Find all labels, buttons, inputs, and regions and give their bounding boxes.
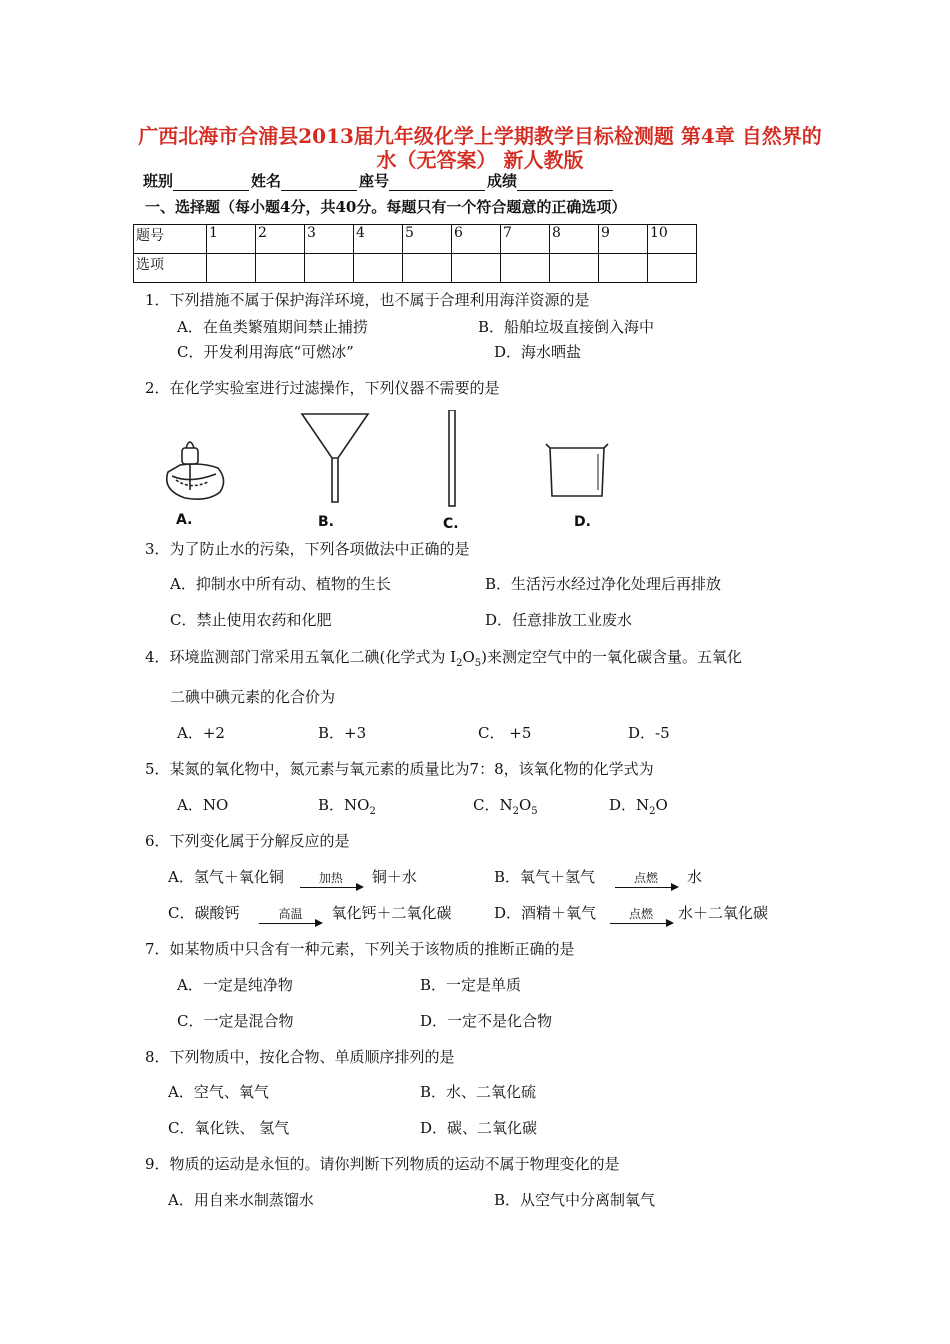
table-number-cell: 7 bbox=[501, 225, 550, 254]
q1-option-d: D．海水晒盐 bbox=[494, 343, 582, 361]
arrow-icon bbox=[610, 923, 672, 924]
image-label-d: D. bbox=[574, 514, 591, 530]
answer-cell[interactable] bbox=[207, 254, 256, 283]
q7-option-b: B．一定是单质 bbox=[420, 976, 522, 994]
q3-option-d: D．任意排放工业废水 bbox=[485, 611, 633, 629]
reaction-condition: 高温 bbox=[278, 907, 303, 921]
answer-cell[interactable] bbox=[648, 254, 697, 283]
q8-option-c: C．氧化铁、 氢气 bbox=[168, 1119, 290, 1137]
q3-option-c: C．禁止使用农药和化肥 bbox=[170, 611, 332, 629]
q6-reactants: D．酒精＋氧气 bbox=[494, 904, 597, 922]
question-4-stem bbox=[145, 646, 742, 669]
q6-reactants: B．氧气＋氢气 bbox=[494, 868, 596, 886]
q8-option-b: B．水、二氧化硫 bbox=[420, 1083, 537, 1101]
q5-subscript: 2 bbox=[369, 806, 376, 817]
answer-cell[interactable] bbox=[354, 254, 403, 283]
score-label: 成绩 bbox=[487, 172, 518, 190]
q1-option-a: A．在鱼类繁殖期间禁止捕捞 bbox=[177, 318, 368, 336]
question-9-stem: 9．物质的运动是永恒的。请你判断下列物质的运动不属于物理变化的是 bbox=[145, 1155, 620, 1173]
q6-option-d bbox=[494, 902, 768, 923]
table-number-cell: 10 bbox=[648, 225, 697, 254]
question-4-stem-line2: 二碘中碘元素的化合价为 bbox=[170, 688, 336, 706]
student-info-line bbox=[143, 170, 615, 191]
answer-cell[interactable] bbox=[305, 254, 354, 283]
seat-label: 座号 bbox=[359, 172, 390, 190]
q9-option-a: A．用自来水制蒸馏水 bbox=[168, 1191, 314, 1209]
table-number-cell: 5 bbox=[403, 225, 452, 254]
table-number-cell: 9 bbox=[599, 225, 648, 254]
q3-option-b: B．生活污水经过净化处理后再排放 bbox=[485, 575, 722, 593]
question-2-stem: 2．在化学实验室进行过滤操作，下列仪器不需要的是 bbox=[145, 379, 500, 397]
q6-products: 氧化钙＋二氧化碳 bbox=[331, 904, 452, 922]
q6-reactants: C．碳酸钙 bbox=[168, 904, 240, 922]
q5-option-c bbox=[473, 794, 538, 817]
image-label-b: B. bbox=[318, 514, 334, 530]
q5-option-d bbox=[609, 794, 668, 817]
q4-option-c: C． +5 bbox=[478, 724, 532, 742]
reaction-condition: 点燃 bbox=[634, 871, 659, 885]
answer-table-row bbox=[134, 254, 697, 283]
answer-cell[interactable] bbox=[501, 254, 550, 283]
q6-reactants: A．氢气＋氧化铜 bbox=[168, 868, 284, 886]
q6-products: 水 bbox=[687, 868, 703, 886]
alcohol-lamp-icon bbox=[167, 442, 224, 499]
q6-option-c bbox=[168, 902, 452, 923]
arrow-icon bbox=[300, 887, 362, 888]
q6-products: 铜＋水 bbox=[371, 868, 417, 886]
answer-table bbox=[133, 224, 697, 283]
q7-option-a: A．一定是纯净物 bbox=[177, 976, 293, 994]
q5-option-d-text: O bbox=[655, 796, 668, 814]
question-5-stem: 5．某氮的氧化物中，氮元素与氧元素的质量比为7：8，该氧化物的化学式为 bbox=[145, 760, 654, 778]
q4-subscript: 5 bbox=[474, 658, 482, 669]
q9-option-b: B．从空气中分离制氧气 bbox=[494, 1191, 656, 1209]
q8-option-d: D．碳、二氧化碳 bbox=[420, 1119, 538, 1137]
q8-option-a: A．空气、氧气 bbox=[168, 1083, 269, 1101]
q5-option-b-text: B．NO bbox=[318, 796, 370, 814]
name-blank[interactable] bbox=[281, 174, 357, 191]
q5-subscript: 2 bbox=[512, 806, 519, 817]
q1-option-c: C．开发利用海底“可燃冰” bbox=[177, 343, 354, 361]
question-8-stem: 8．下列物质中，按化合物、单质顺序排列的是 bbox=[145, 1048, 455, 1066]
question-6-stem: 6．下列变化属于分解反应的是 bbox=[145, 832, 350, 850]
answer-cell[interactable] bbox=[403, 254, 452, 283]
q4-stem-text: 4．环境监测部门常采用五氧化二碘(化学式为 I bbox=[145, 648, 457, 666]
answer-cell[interactable] bbox=[550, 254, 599, 283]
score-blank[interactable] bbox=[517, 174, 613, 191]
answer-cell[interactable] bbox=[452, 254, 501, 283]
arrow-icon bbox=[615, 887, 677, 888]
q4-stem-text: )来测定空气中的一氧化碳含量。五氧化 bbox=[481, 648, 743, 666]
table-header-cell: 题号 bbox=[134, 225, 207, 254]
q5-option-d-text: D．N bbox=[609, 796, 650, 814]
q5-option-c-text: C．N bbox=[473, 796, 513, 814]
answer-cell[interactable] bbox=[599, 254, 648, 283]
name-label: 姓名 bbox=[251, 172, 282, 190]
class-blank[interactable] bbox=[173, 174, 249, 191]
reaction-arrow bbox=[300, 869, 362, 886]
q4-option-b: B．+3 bbox=[318, 724, 367, 742]
q5-subscript: 5 bbox=[531, 806, 538, 817]
q6-products: 水＋二氧化碳 bbox=[678, 904, 769, 922]
q4-option-d: D．-5 bbox=[628, 724, 670, 742]
q5-subscript: 2 bbox=[649, 806, 656, 817]
page-title: 广西北海市合浦县2013届九年级化学上学期教学目标检测题 第4章 自然界的水（无答案） 新人教版 bbox=[138, 124, 822, 172]
q5-option-c-text: O bbox=[518, 796, 532, 814]
q1-option-b: B．船舶垃圾直接倒入海中 bbox=[478, 318, 655, 336]
image-label-a: A. bbox=[176, 512, 193, 528]
q4-stem-text: O bbox=[462, 648, 475, 666]
answer-table-row bbox=[134, 225, 697, 254]
funnel-icon bbox=[302, 414, 368, 502]
image-label-c: C. bbox=[443, 516, 459, 532]
section-heading: 一、选择题（每小题4分，共40分。每题只有一个符合题意的正确选项） bbox=[145, 198, 627, 216]
reaction-condition: 加热 bbox=[318, 871, 343, 885]
table-number-cell: 1 bbox=[207, 225, 256, 254]
table-number-cell: 6 bbox=[452, 225, 501, 254]
q3-option-a: A．抑制水中所有动、植物的生长 bbox=[170, 575, 391, 593]
q5-option-b bbox=[318, 794, 376, 817]
reaction-arrow bbox=[259, 905, 321, 922]
table-number-cell: 2 bbox=[256, 225, 305, 254]
q7-option-d: D．一定不是化合物 bbox=[420, 1012, 553, 1030]
table-header-cell: 选项 bbox=[134, 254, 207, 283]
question-1-stem: 1．下列措施不属于保护海洋环境，也不属于合理利用海洋资源的是 bbox=[145, 291, 590, 309]
seat-blank[interactable] bbox=[389, 174, 485, 191]
q7-option-c: C．一定是混合物 bbox=[177, 1012, 294, 1030]
question-3-stem: 3．为了防止水的污染，下列各项做法中正确的是 bbox=[145, 540, 470, 558]
reaction-condition: 点燃 bbox=[629, 907, 654, 921]
answer-cell[interactable] bbox=[256, 254, 305, 283]
q5-option-a: A．NO bbox=[177, 796, 229, 814]
glass-rod-icon bbox=[449, 410, 455, 506]
q6-option-b bbox=[494, 866, 702, 887]
question-7-stem: 7．如某物质中只含有一种元素，下列关于该物质的推断正确的是 bbox=[145, 940, 575, 958]
q4-subscript: 2 bbox=[456, 658, 463, 669]
table-number-cell: 3 bbox=[305, 225, 354, 254]
arrow-icon bbox=[259, 923, 321, 924]
reaction-arrow bbox=[615, 869, 677, 886]
lab-apparatus-illustration bbox=[150, 410, 630, 520]
reaction-arrow bbox=[610, 905, 672, 922]
table-number-cell: 8 bbox=[550, 225, 599, 254]
beaker-icon bbox=[546, 444, 608, 496]
q4-option-a: A．+2 bbox=[177, 724, 225, 742]
q6-option-a bbox=[168, 866, 417, 887]
table-number-cell: 4 bbox=[354, 225, 403, 254]
class-label: 班别 bbox=[143, 172, 174, 190]
